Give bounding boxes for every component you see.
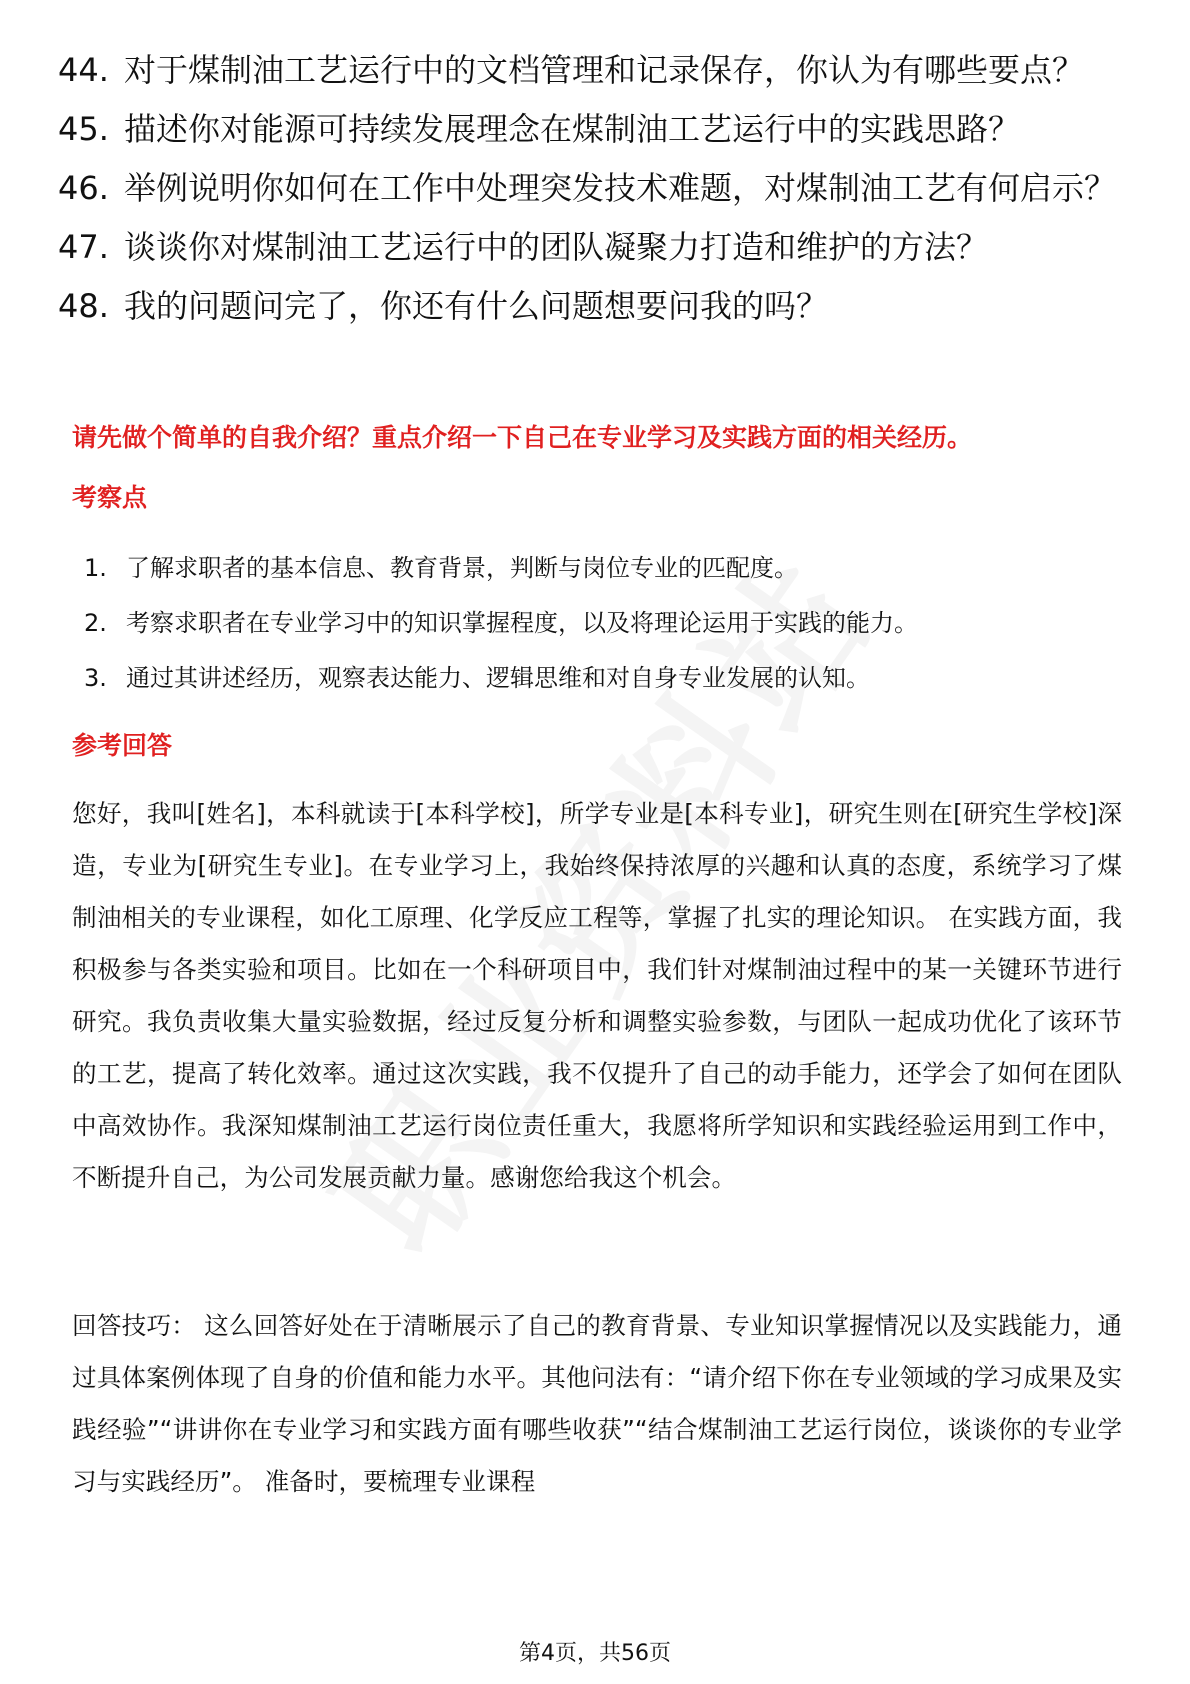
exam-point-number: 3. <box>84 664 107 692</box>
question-text: 描述你对能源可持续发展理念在煤制油工艺运行中的实践思路？ <box>124 110 1021 148</box>
question-text: 我的问题问完了，你还有什么问题想要问我的吗？ <box>124 287 829 325</box>
question-number: 48. <box>58 287 109 325</box>
question-number: 47. <box>58 228 109 266</box>
answer-tips-text: 回答技巧： 这么回答好处在于清晰展示了自己的教育背景、专业知识掌握情况以及实践能力，通过具体案例体现了自身的价值和能力水平。其他问法有：“请介绍下你在专业领域的学习成果及实践经验”“讲讲你在专业学习和实践方面有哪些收获”“结合煤制油工艺运行岗位，谈谈你的专业学习与实践经历”。 准备时，要梳理专业课程 <box>72 1311 1122 1496</box>
exam-point-number: 1. <box>84 554 107 582</box>
page-footer: 第4页，共56页 <box>519 1641 671 1666</box>
question-item <box>58 166 1138 211</box>
question-text: 举例说明你如何在工作中处理突发技术难题，对煤制油工艺有何启示？ <box>124 169 1117 207</box>
exam-point-item <box>72 658 1122 698</box>
question-item <box>58 48 1138 93</box>
question-item <box>58 284 1138 329</box>
exam-point-text: 考察求职者在专业学习中的知识掌握程度，以及将理论运用于实践的能力。 <box>126 609 918 637</box>
question-number: 46. <box>58 169 109 207</box>
exam-point-item <box>72 548 1122 588</box>
question-text: 对于煤制油工艺运行中的文档管理和记录保存，你认为有哪些要点？ <box>124 51 1085 89</box>
question-item <box>58 225 1138 270</box>
main-question-heading: 请先做个简单的自我介绍？重点介绍一下自己在专业学习及实践方面的相关经历。 <box>72 423 973 452</box>
question-number: 44. <box>58 51 109 89</box>
reference-answer-text: 您好，我叫[姓名]，本科就读于[本科学校]，所学专业是[本科专业]，研究生则在[研究生学校]深造，专业为[研究生专业]。在专业学习上，我始终保持浓厚的兴趣和认真的态度，系统学习了煤制油相关的专业课程，如化工原理、化学反应工程等，掌握了扎实的理论知识。 在实践方面，我积极参与各类实验和项目。比如在一个科研项目中，我们针对煤制油过程中的某一关键环节进行研究。我负责收集大量实验数据，经过反复分析和调整实验参数，与团队一起成功优化了该环节的工艺，提高了转化效率。通过这次实践，我不仅提升了自己的动手能力，还学会了如何在团队中高效协作。我深知煤制油工艺运行岗位责任重大，我愿将所学知识和实践经验运用到工作中，不断提升自己，为公司发展贡献力量。感谢您给我这个机会。 <box>72 799 1122 1192</box>
exam-points-title: 考察点 <box>72 483 148 512</box>
question-list <box>58 48 1138 343</box>
reference-answer-title: 参考回答 <box>72 731 173 760</box>
exam-point-number: 2. <box>84 609 107 637</box>
question-number: 45. <box>58 110 109 148</box>
exam-point-text: 了解求职者的基本信息、教育背景，判断与岗位专业的匹配度。 <box>126 554 798 582</box>
exam-points-list <box>72 548 1122 713</box>
exam-point-item <box>72 603 1122 643</box>
question-text: 谈谈你对煤制油工艺运行中的团队凝聚力打造和维护的方法？ <box>124 228 989 266</box>
question-item <box>58 107 1138 152</box>
exam-point-text: 通过其讲述经历，观察表达能力、逻辑思维和对自身专业发展的认知。 <box>126 664 870 692</box>
